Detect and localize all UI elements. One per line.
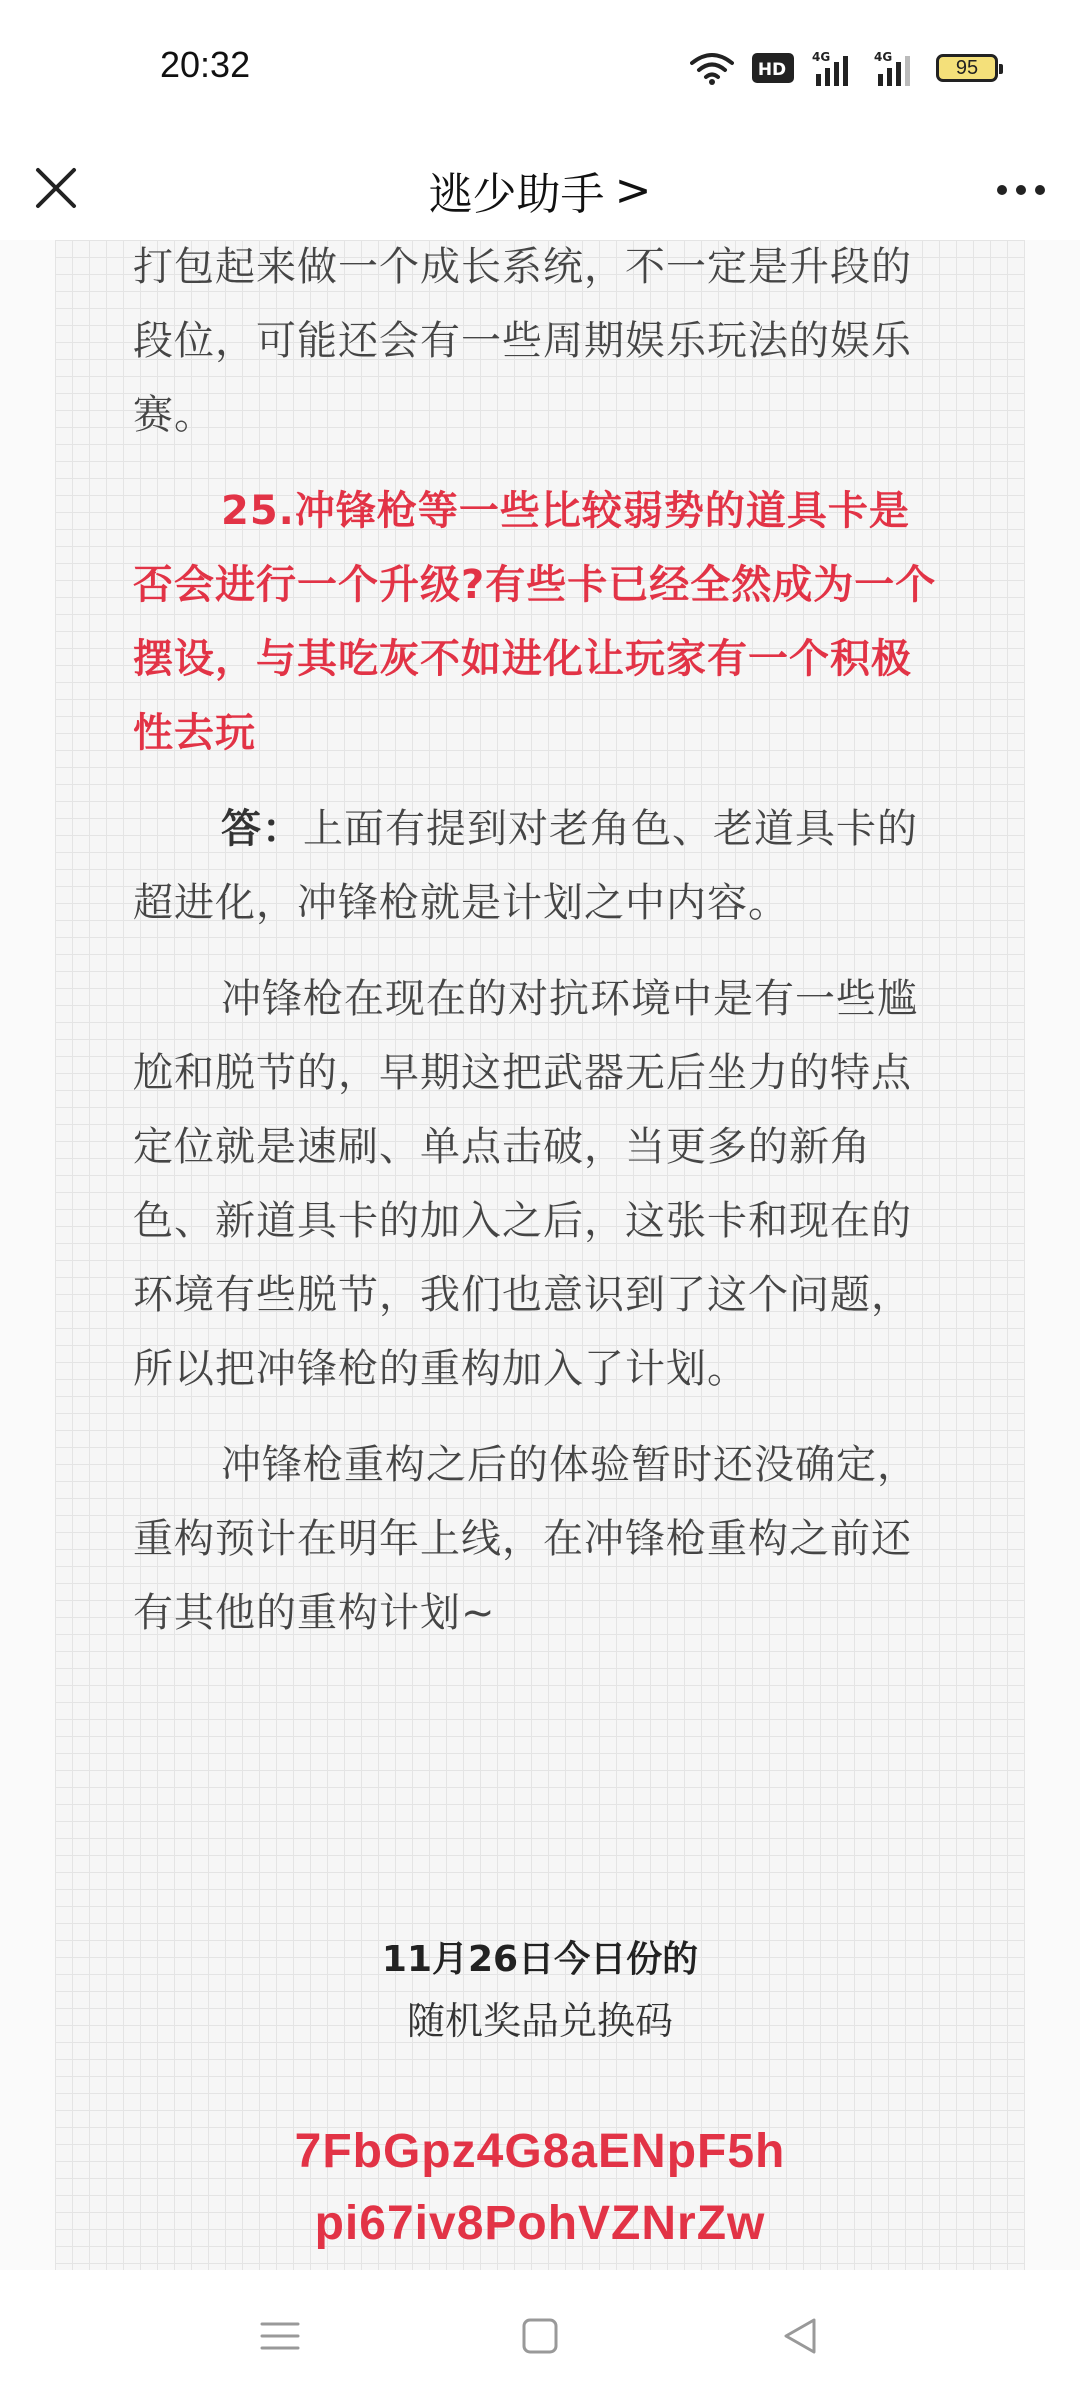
article-area[interactable]	[0, 240, 1080, 2270]
redeem-code[interactable]: pi67iv8PohVZNrZw	[314, 2197, 766, 2250]
signal-icon	[812, 50, 856, 86]
back-triangle-icon[interactable]	[770, 2306, 830, 2366]
status-time: 20:32	[160, 44, 251, 85]
redeem-code[interactable]: 7FbGpz4G8aENpF5h	[294, 2125, 786, 2178]
answer-prefix: 答：	[221, 806, 303, 852]
battery-level: 95	[955, 57, 979, 79]
signal-icon-2	[874, 50, 918, 86]
question-heading: 25.冲锋枪等一些比较弱势的道具卡是否会进行一个升级?有些卡已经全然成为一个摆设，与其吃灰不如进化让玩家有一个积极性去玩	[133, 488, 937, 756]
status-bar	[0, 0, 1080, 140]
status-icons	[690, 48, 998, 88]
redeem-codes	[0, 2116, 1080, 2260]
paragraph-continued: 打包起来做一个成长系统，不一定是升段的段位，可能还会有一些周期娱乐玩法的娱乐赛。	[133, 244, 912, 438]
signal-2-label: 4G	[874, 50, 893, 64]
chevron-right-icon: >	[614, 164, 652, 216]
more-dots-icon[interactable]	[988, 162, 1054, 218]
code-date-line: 11月26日今日份的	[381, 1939, 699, 1980]
answer-text: 上面有提到对老角色、老道具卡的超进化，冲锋枪就是计划之中内容。	[133, 806, 918, 926]
paragraph: 冲锋枪重构之后的体验暂时还没确定，重构预计在明年上线，在冲锋枪重构之前还有其他的重构计划~	[133, 1442, 918, 1636]
hd-badge-label: HD	[757, 60, 787, 80]
account-name: 逃少助手	[428, 169, 605, 220]
signal-1-label: 4G	[812, 50, 831, 64]
title-bar	[0, 140, 1080, 240]
wifi-icon	[690, 51, 734, 85]
code-subtitle: 随机奖品兑换码	[406, 1999, 673, 2043]
article-content	[133, 240, 948, 1672]
battery-icon	[936, 54, 998, 82]
home-square-icon[interactable]	[510, 2306, 570, 2366]
hd-badge-icon	[752, 53, 794, 83]
menu-icon[interactable]	[250, 2306, 310, 2366]
page-title[interactable]	[0, 140, 1080, 240]
paragraph: 冲锋枪在现在的对抗环境中是有一些尴尬和脱节的，早期这把武器无后坐力的特点定位就是速刷、单点击破，当更多的新角色、新道具卡的加入之后，这张卡和现在的环境有些脱节，我们也意识到了这个问题，所以把冲锋枪的重构加入了计划。	[133, 976, 918, 1392]
system-nav-bar	[0, 2270, 1080, 2400]
answer-paragraph	[133, 792, 948, 940]
redeem-code-section	[0, 1930, 1080, 2052]
